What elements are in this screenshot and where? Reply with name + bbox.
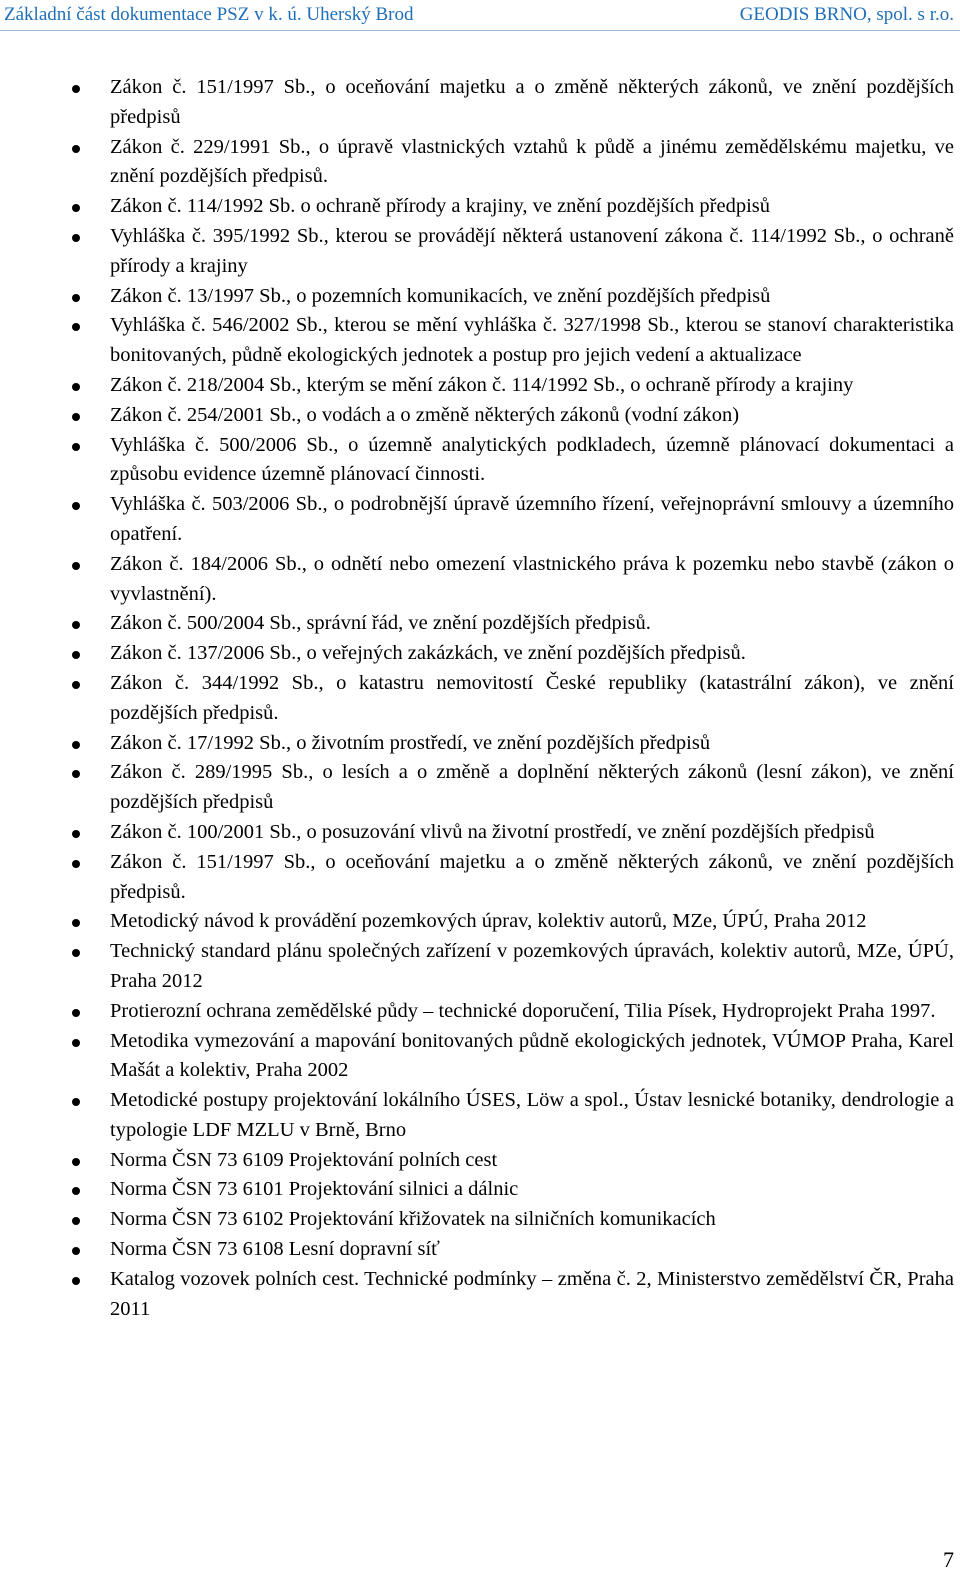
bullet-icon (72, 1158, 80, 1166)
reference-text: Protierozní ochrana zemědělské půdy – technické doporučení, Tilia Písek, Hydroprojekt Praha 1997. (110, 999, 936, 1022)
reference-text: Norma ČSN 73 6108 Lesní dopravní síť (110, 1238, 440, 1261)
bullet-icon (72, 383, 80, 391)
reference-item (0, 729, 960, 759)
reference-item (0, 192, 960, 222)
reference-text: Zákon č. 151/1997 Sb., o oceňování majetku a o změně některých zákonů, ve znění pozdějších předpisů (110, 76, 954, 128)
reference-text: Katalog vozovek polních cest. Technické podmínky – změna č. 2, Ministerstvo zemědělství ČR, Praha 2011 (110, 1267, 954, 1320)
bullet-icon (72, 1247, 80, 1255)
bullet-icon (72, 1187, 80, 1195)
bullet-icon (72, 1217, 80, 1225)
bullet-icon (72, 949, 80, 957)
reference-text: Vyhláška č. 500/2006 Sb., o územně analytických podkladech, územně plánovací dokumentaci a způsobu evidence územně plánovací činnosti. (110, 433, 954, 486)
bullet-icon (72, 1009, 80, 1017)
bullet-icon (72, 1039, 80, 1047)
reference-item (0, 133, 960, 193)
reference-item (0, 431, 960, 491)
reference-item (0, 311, 960, 371)
reference-item (0, 490, 960, 550)
reference-item (0, 1235, 960, 1265)
reference-text: Vyhláška č. 546/2002 Sb., kterou se mění vyhláška č. 327/1998 Sb., kterou se stanoví charakteristika bonitovaných, půdně ekologických jednotek a postup pro jejich vedení a aktualizace (110, 314, 954, 367)
reference-text: Norma ČSN 73 6102 Projektování křižovatek na silničních komunikacích (110, 1208, 716, 1231)
bullet-icon (72, 830, 80, 838)
reference-text: Vyhláška č. 503/2006 Sb., o podrobnější úpravě územního řízení, veřejnoprávní smlouvy a územního opatření. (110, 493, 954, 545)
bullet-icon (72, 502, 80, 510)
reference-text: Norma ČSN 73 6109 Projektování polních cest (110, 1148, 498, 1171)
bullet-icon (72, 85, 80, 93)
reference-item (0, 1175, 960, 1205)
reference-text: Norma ČSN 73 6101 Projektování silnici a dálnic (110, 1178, 519, 1201)
reference-item (0, 997, 960, 1027)
header-company-name: GEODIS BRNO, spol. s r.o. (739, 4, 954, 25)
reference-item (0, 1265, 960, 1325)
reference-item (0, 848, 960, 908)
page-number: 7 (943, 1547, 954, 1572)
bullet-icon (72, 919, 80, 927)
reference-text: Metodické postupy projektování lokálního ÚSES, Löw a spol., Ústav lesnické botaniky, dendrologie a typologie LDF MZLU v Brně, Brno (110, 1089, 954, 1141)
reference-item (0, 282, 960, 312)
reference-text: Zákon č. 184/2006 Sb., o odnětí nebo omezení vlastnického práva k pozemku nebo stavbě (zákon o vyvlastnění). (110, 552, 954, 605)
reference-item (0, 1205, 960, 1235)
bullet-icon (72, 681, 80, 689)
reference-text: Metodický návod k provádění pozemkových úprav, kolektiv autorů, MZe, ÚPÚ, Praha 2012 (110, 910, 867, 933)
bullet-icon (72, 413, 80, 421)
bullet-icon (72, 443, 80, 451)
reference-item (0, 639, 960, 669)
bullet-icon (72, 294, 80, 302)
reference-text: Zákon č. 229/1991 Sb., o úpravě vlastnických vztahů k půdě a jinému zemědělskému majetku, ve znění pozdějších předpisů. (110, 135, 954, 188)
header-document-title: Základní část dokumentace PSZ v k. ú. Uherský Brod (4, 4, 414, 25)
bullet-icon (72, 1277, 80, 1285)
bullet-icon (72, 323, 80, 331)
bullet-icon (72, 860, 80, 868)
reference-item (0, 758, 960, 818)
reference-item (0, 609, 960, 639)
bullet-icon (72, 770, 80, 778)
reference-text: Vyhláška č. 395/1992 Sb., kterou se provádějí některá ustanovení zákona č. 114/1992 Sb., o ochraně přírody a krajiny (110, 224, 954, 277)
reference-text: Zákon č. 13/1997 Sb., o pozemních komunikacích, ve znění pozdějších předpisů (110, 284, 771, 307)
reference-item (0, 401, 960, 431)
reference-item (0, 937, 960, 997)
reference-item (0, 907, 960, 937)
page-header (0, 0, 960, 28)
reference-item (0, 550, 960, 610)
reference-list (0, 73, 960, 1324)
reference-text: Zákon č. 114/1992 Sb. o ochraně přírody a krajiny, ve znění pozdějších předpisů (110, 195, 770, 218)
reference-text: Technický standard plánu společných zařízení v pozemkových úpravách, kolektiv autorů, MZe, ÚPÚ, Praha 2012 (110, 940, 954, 992)
reference-text: Zákon č. 218/2004 Sb., kterým se mění zákon č. 114/1992 Sb., o ochraně přírody a krajiny (110, 373, 854, 396)
reference-item (0, 1146, 960, 1176)
bullet-icon (72, 234, 80, 242)
reference-item (0, 1086, 960, 1146)
reference-item (0, 669, 960, 729)
reference-item (0, 73, 960, 133)
bullet-icon (72, 621, 80, 629)
bullet-icon (72, 204, 80, 212)
reference-text: Zákon č. 100/2001 Sb., o posuzování vlivů na životní prostředí, ve znění pozdějších předpisů (110, 820, 875, 843)
reference-item (0, 222, 960, 282)
reference-item (0, 371, 960, 401)
bullet-icon (72, 562, 80, 570)
header-divider (0, 30, 960, 31)
bullet-icon (72, 651, 80, 659)
reference-text: Zákon č. 500/2004 Sb., správní řád, ve znění pozdějších předpisů. (110, 612, 651, 635)
reference-text: Zákon č. 289/1995 Sb., o lesích a o změně a doplnění některých zákonů (lesní zákon), ve znění pozdějších předpisů (110, 761, 954, 814)
reference-item (0, 818, 960, 848)
reference-text: Zákon č. 137/2006 Sb., o veřejných zakázkách, ve znění pozdějších předpisů. (110, 642, 746, 665)
bullet-icon (72, 1098, 80, 1106)
reference-item (0, 1027, 960, 1087)
reference-text: Zákon č. 254/2001 Sb., o vodách a o změně některých zákonů (vodní zákon) (110, 403, 740, 426)
reference-text: Zákon č. 151/1997 Sb., o oceňování majetku a o změně některých zákonů, ve znění pozdějších předpisů. (110, 850, 954, 903)
reference-text: Zákon č. 17/1992 Sb., o životním prostředí, ve znění pozdějších předpisů (110, 731, 711, 754)
bullet-icon (72, 741, 80, 749)
bullet-icon (72, 145, 80, 153)
reference-text: Zákon č. 344/1992 Sb., o katastru nemovitostí České republiky (katastrální zákon), ve znění pozdějších předpisů. (110, 671, 954, 724)
reference-text: Metodika vymezování a mapování bonitovaných půdně ekologických jednotek, VÚMOP Praha, Karel Mašát a kolektiv, Praha 2002 (110, 1029, 954, 1082)
